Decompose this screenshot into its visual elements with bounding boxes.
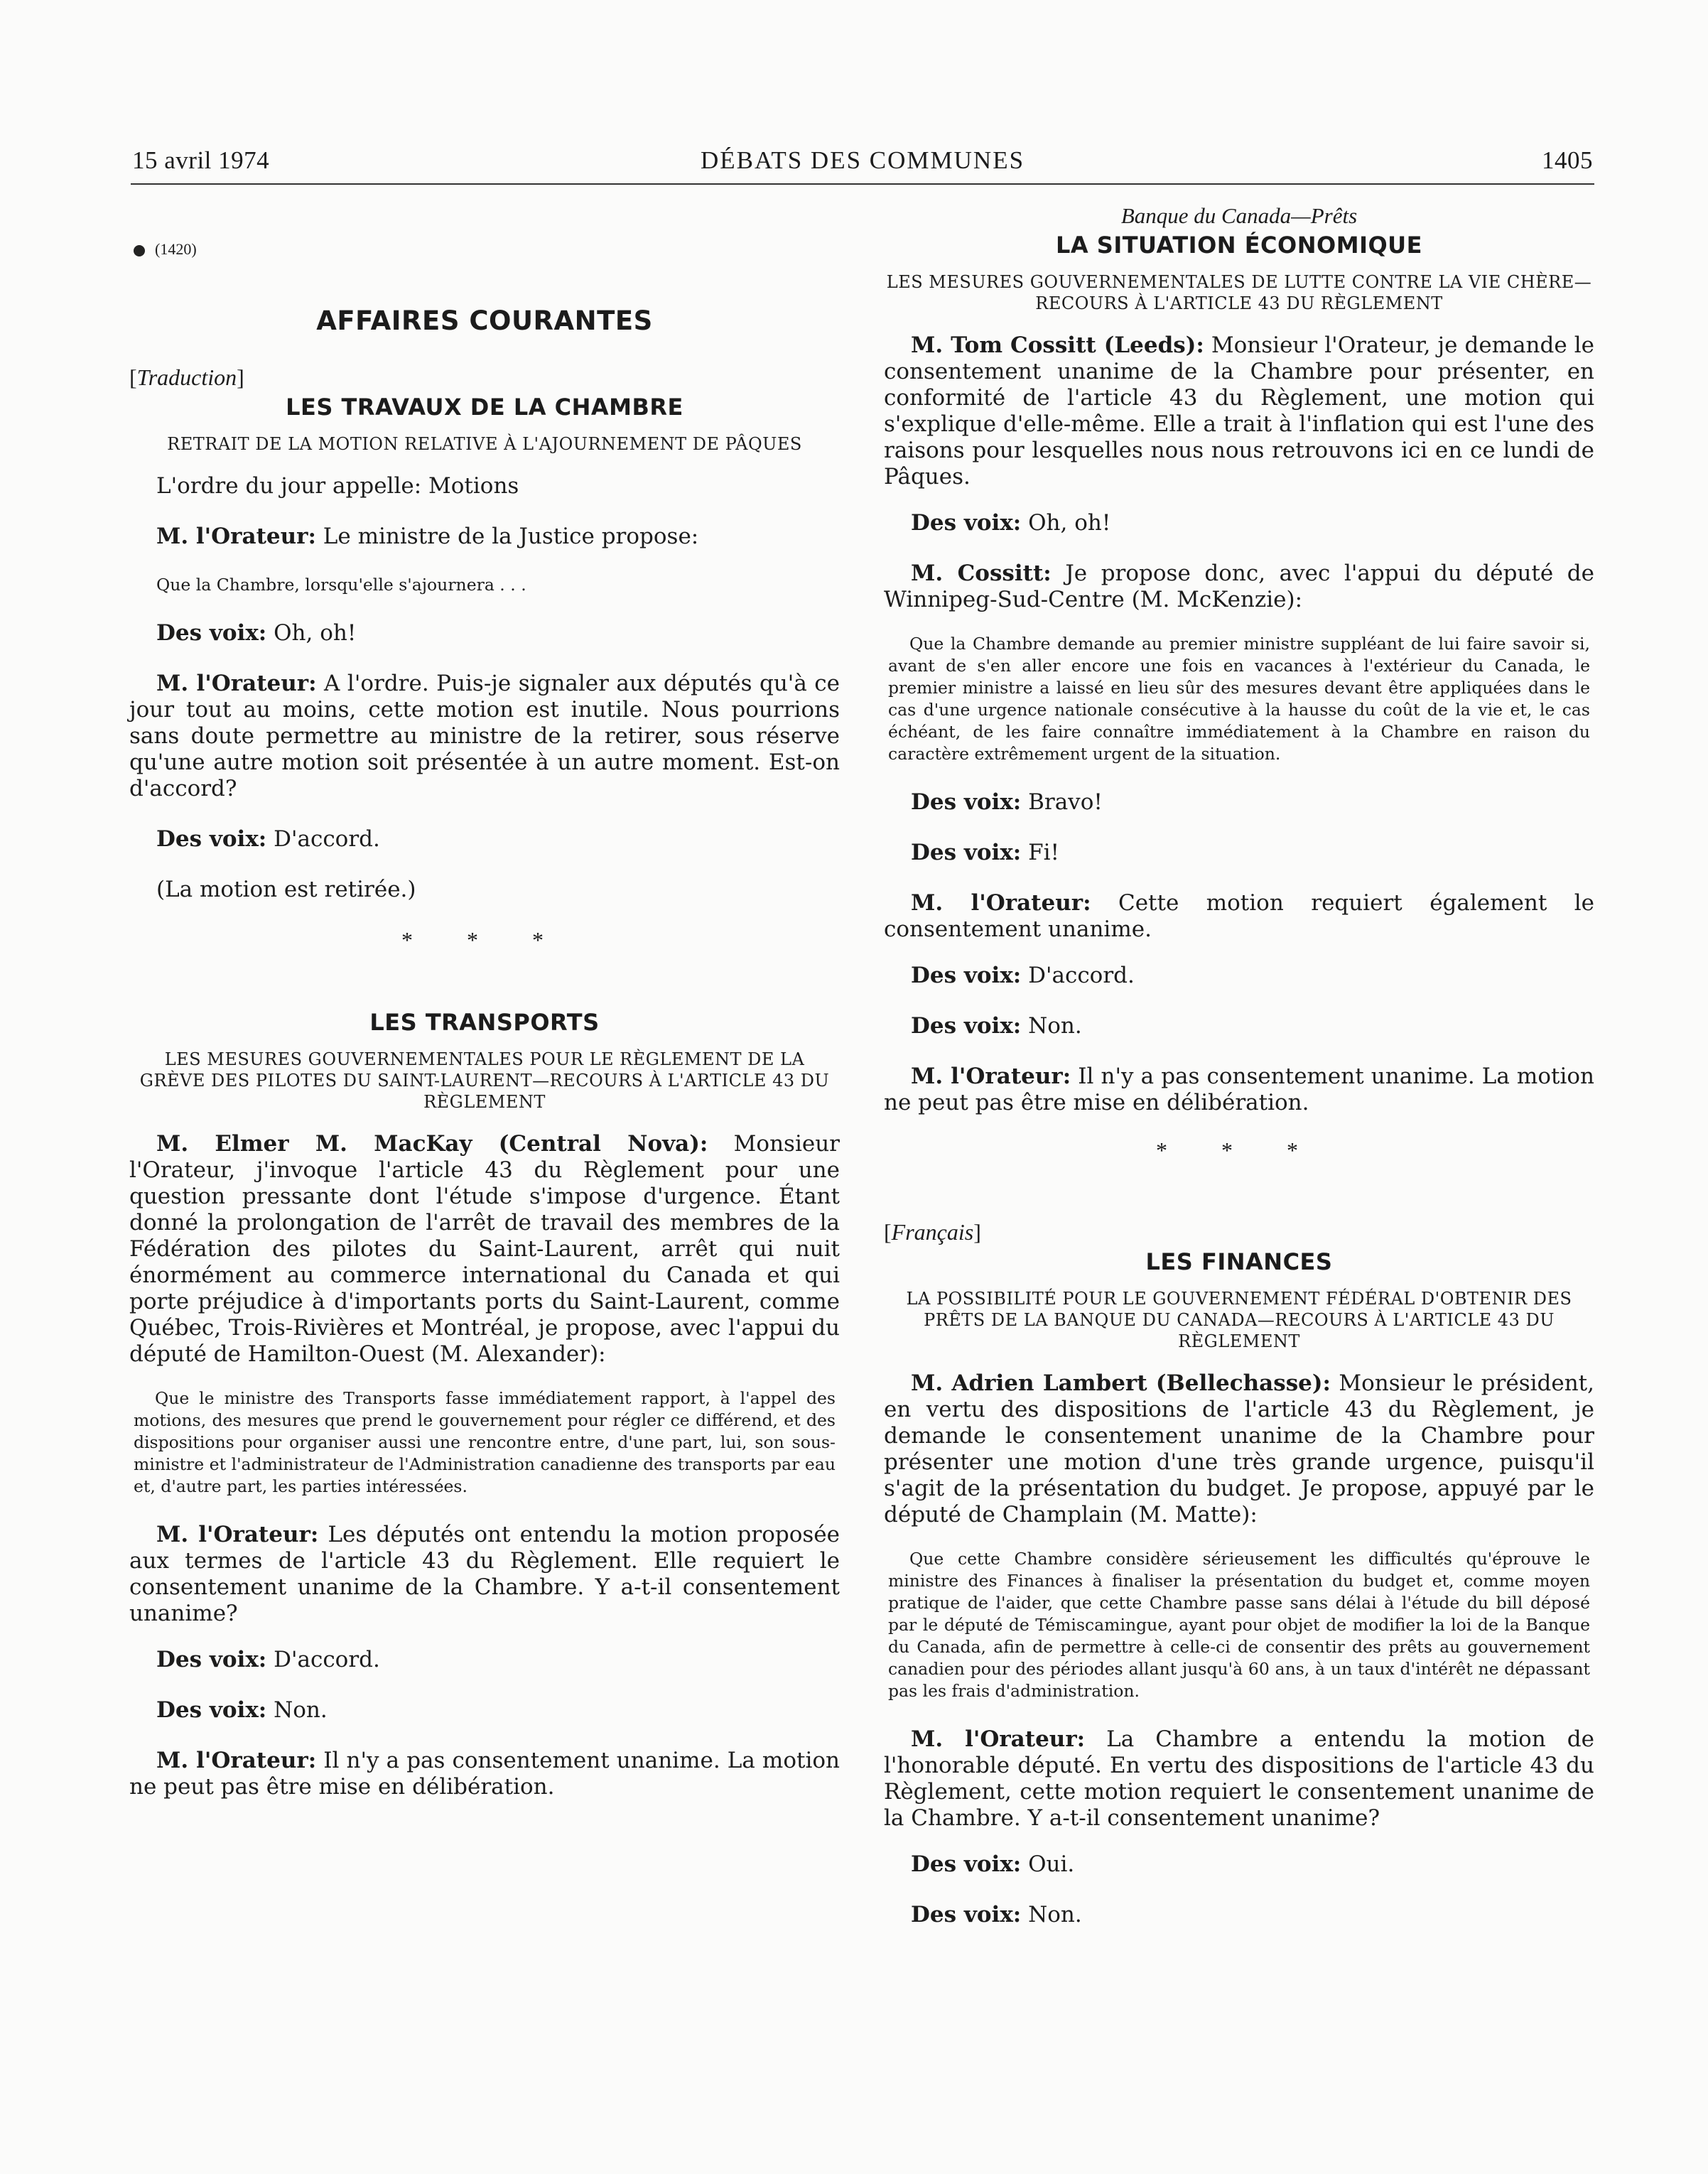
speech (884, 789, 1594, 816)
speech-text: Je propose donc, avec l'appui du député de Winnipeg-Sud-Centre (M. McKenzie): (884, 561, 1594, 612)
motion-quote: Que cette Chambre considère sérieusement les difficultés qu'éprouve le ministre des Finances à finaliser la présentation du budget et, comme moyen pratique de l'aider, que cette Chambre passe sans délai à l'étude du bill déposé par le député de Témiscamingue, ayant pour objet de modifier la loi de la Banque du Canada, afin de permettre à celle-ci de consentir des prêts au gouvernement canadien pour des périodes allant jusqu'à 60 ans, à un taux d'intérêt ne dépassant pas les frais d'administration. (888, 1549, 1590, 1701)
speech-text: Le ministre de la Justice propose: (315, 524, 699, 549)
heading-finances: LES FINANCES (1145, 1248, 1333, 1275)
speaker: Des voix: (911, 1013, 1022, 1039)
speech-text: Il n'y a pas consentement unanime. La motion ne peut pas être mise en délibération. (129, 1748, 840, 1800)
subheading-travaux: RETRAIT DE LA MOTION RELATIVE À L'AJOURNEMENT DE PÂQUES (167, 434, 802, 454)
speech (884, 963, 1594, 989)
language-note-label: Traduction (136, 364, 237, 390)
subheading-finances: LA POSSIBILITÉ POUR LE GOUVERNEMENT FÉDÉRAL D'OBTENIR DES PRÊTS DE LA BANQUE DU CANADA—RECOURS À L'ARTICLE 43 DU RÈGLEMENT (906, 1289, 1572, 1351)
speech (884, 1851, 1594, 1878)
time-marker-label: (1420) (155, 240, 197, 258)
speech-text: Monsieur le président, en vertu des dispositions de l'article 43 du Règlement, je demande le consentement unanime de la Chambre pour présenter une motion d'une très grande urgence, puisqu'il s'agit de la présentation du budget. Je propose, appuyé par le député de Champlain (M. Matte): (884, 1370, 1594, 1527)
speaker: M. l'Orateur: (156, 524, 316, 549)
language-note-label: Français (891, 1219, 974, 1245)
header-date: 15 avril 1974 (132, 146, 270, 174)
speech (884, 890, 1594, 943)
speech (884, 1370, 1594, 1528)
left-column (129, 203, 840, 1820)
speech-text: Non. (1021, 1013, 1082, 1039)
speaker: Des voix: (911, 840, 1022, 865)
speech (884, 1726, 1594, 1832)
speech (129, 1131, 840, 1368)
speech (884, 561, 1594, 613)
speaker: Des voix: (156, 826, 267, 852)
speech-text: Monsieur l'Orateur, j'invoque l'article 43 du Règlement pour une question pressante dont l'étude s'impose d'urgence. Étant donné la prolongation de l'arrêt de travail des membres de la Fédération des pilotes du Saint-Laurent, arrêt qui nuit énormément au commerce international du Canada et qui porte préjudice à d'importants ports du Saint-Laurent, comme Québec, Trois-Rivières et Montréal, je propose, avec l'appui du député de Hamilton-Ouest (M. Alexander): (129, 1131, 840, 1367)
speech-text: Oui. (1021, 1851, 1075, 1877)
speech-text: D'accord. (266, 1647, 380, 1672)
speech-text: Bravo! (1021, 789, 1103, 815)
speech-text: Cette motion requiert également le consentement unanime. (884, 890, 1594, 942)
speech (884, 510, 1594, 536)
speaker: Des voix: (911, 1851, 1022, 1877)
language-note: [Français] (884, 1219, 981, 1245)
page-header (131, 142, 1594, 185)
speech-text: A l'ordre. Puis-je signaler aux députés qu'à ce jour tout au moins, cette motion est inutile. Nous pourrions sans doute permettre au ministre de la retirer, sous réserve qu'une autre motion soit présentée à un autre moment. Est-on d'accord? (129, 671, 841, 801)
speech (129, 826, 840, 853)
speaker: M. l'Orateur: (156, 1522, 319, 1547)
speaker: Des voix: (156, 1697, 267, 1723)
motion-quote: Que le ministre des Transports fasse immédiatement rapport, à l'appel des motions, des mesures que prend le gouvernement pour régler ce différend, et des dispositions pour organiser aussi une rencontre entre, d'une part, lui, son sous-ministre et l'administrateur de l'Administration canadienne des transports par eau et, d'autre part, les parties intéressées. (134, 1388, 836, 1496)
speech (129, 1522, 840, 1627)
subheading-transports: LES MESURES GOUVERNEMENTALES POUR LE RÈGLEMENT DE LA GRÈVE DES PILOTES DU SAINT-LAURENT—RECOURS À L'ARTICLE 43 DU RÈGLEMENT (139, 1049, 830, 1112)
speaker: M. Adrien Lambert (Bellechasse): (911, 1370, 1331, 1396)
speaker: Des voix: (911, 963, 1022, 988)
speaker: Des voix: (156, 1647, 267, 1672)
speech-text: Les députés ont entendu la motion proposée aux termes de l'article 43 du Règlement. Elle requiert le consentement unanime de la Chambre. Y a-t-il consentement unanime? (129, 1522, 840, 1626)
speech (884, 1064, 1594, 1116)
speaker: Des voix: (911, 789, 1022, 815)
motion-quote: Que la Chambre demande au premier ministre suppléant de lui faire savoir si, avant de s'en aller encore une fois en vacances à l'extérieur du Canada, le premier ministre a laissé en lieu sûr des mesures devant être appliquées dans le cas d'une urgence nationale consécutive à la hausse du coût de la vie et, le cas échéant, de les faire connaître immédiatement à la Chambre en raison du caractère extrêmement urgent de la situation. (888, 634, 1590, 764)
speech (884, 1902, 1594, 1928)
speech-text: Oh, oh! (1021, 510, 1111, 536)
rubric: Banque du Canada—Prêts (1120, 203, 1358, 228)
paragraph-retiree: (La motion est retirée.) (156, 877, 416, 902)
section-divider: * * * (1156, 1137, 1322, 1163)
speech-text: Fi! (1021, 840, 1059, 865)
paragraph-ordre: L'ordre du jour appelle: Motions (156, 473, 519, 499)
speaker: M. Elmer M. MacKay (Central Nova): (156, 1131, 708, 1157)
speaker: M. l'Orateur: (911, 890, 1091, 916)
speaker: Des voix: (911, 510, 1022, 536)
page-number: 1405 (1542, 146, 1593, 174)
speech-text: D'accord. (266, 826, 380, 852)
time-marker (134, 240, 840, 259)
speech-text: Non. (266, 1697, 328, 1723)
speech-text: Il n'y a pas consentement unanime. La motion ne peut pas être mise en délibération. (884, 1064, 1594, 1115)
speech (129, 1748, 840, 1800)
speech (129, 524, 840, 550)
speaker: Des voix: (156, 620, 267, 646)
speech-text: D'accord. (1021, 963, 1135, 988)
section-divider: * * * (401, 927, 568, 953)
bullet-dot-icon (134, 245, 145, 256)
right-column (884, 203, 1594, 1952)
speaker: M. l'Orateur: (156, 1748, 317, 1773)
speech-text: Non. (1021, 1902, 1082, 1927)
speech (129, 671, 840, 802)
speaker: M. l'Orateur: (156, 671, 317, 696)
subheading-situation: LES MESURES GOUVERNEMENTALES DE LUTTE CONTRE LA VIE CHÈRE—RECOURS À L'ARTICLE 43 DU RÈGLEMENT (886, 272, 1592, 313)
language-note: [Traduction] (129, 364, 244, 390)
speech (884, 332, 1594, 490)
speech (129, 620, 840, 647)
heading-situation: LA SITUATION ÉCONOMIQUE (1055, 232, 1423, 259)
speaker: M. Tom Cossitt (Leeds): (911, 332, 1204, 358)
speech-text: La Chambre a entendu la motion de l'honorable député. En vertu des dispositions de l'article 43 du Règlement, cette motion requiert le consentement unanime de la Chambre. Y a-t-il consentement unanime? (884, 1726, 1594, 1831)
speaker: M. l'Orateur: (911, 1726, 1086, 1752)
heading-travaux: LES TRAVAUX DE LA CHAMBRE (286, 394, 683, 421)
speech-text: Monsieur l'Orateur, je demande le consentement unanime de la Chambre pour présenter, en conformité de l'article 43 du Règlement, une motion qui s'explique d'elle-même. Elle a trait à l'inflation qui est l'une des raisons pour lesquelles nous nous retrouvons ici en ce lundi de Pâques. (884, 332, 1594, 490)
speaker: M. l'Orateur: (911, 1064, 1071, 1089)
speaker: Des voix: (911, 1902, 1022, 1927)
header-title: DÉBATS DES COMMUNES (700, 146, 1025, 174)
speech (129, 1697, 840, 1724)
speech (884, 1013, 1594, 1039)
speaker: M. Cossitt: (911, 561, 1052, 586)
motion-quote: Que la Chambre, lorsqu'elle s'ajournera . . . (156, 575, 526, 595)
speech (884, 840, 1594, 866)
speech-text: Oh, oh! (266, 620, 357, 646)
heading-transports: LES TRANSPORTS (369, 1009, 600, 1036)
speech (129, 1647, 840, 1673)
section-title: AFFAIRES COURANTES (316, 305, 653, 336)
